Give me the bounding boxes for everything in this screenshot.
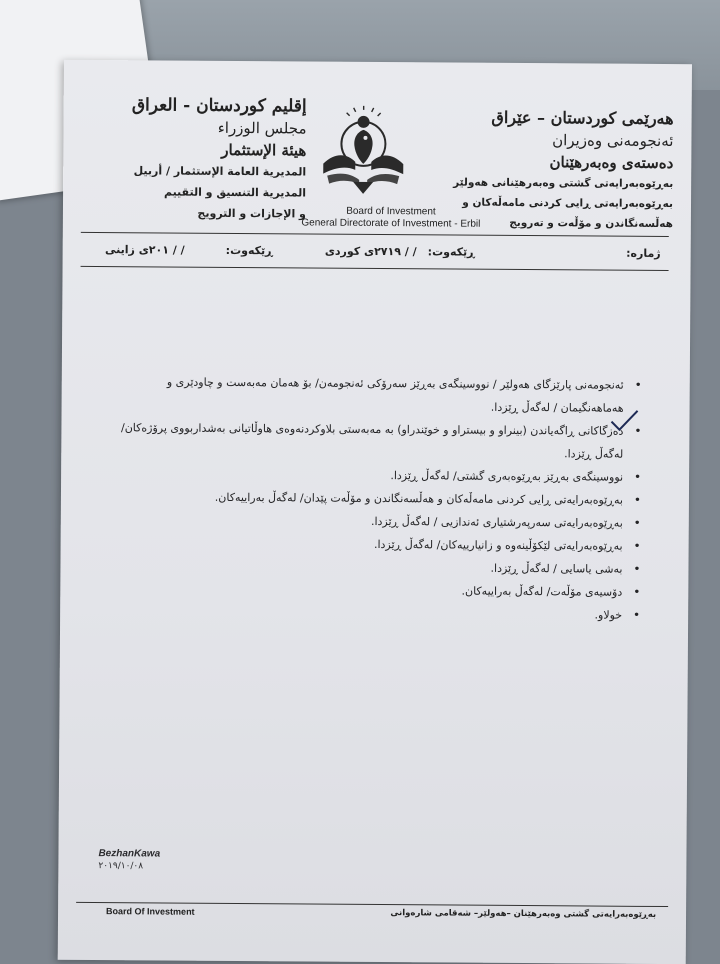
kurdish-council-name: ئەنجومەنی وەزیران [443, 128, 673, 152]
list-item: • دۆسیەی مۆڵەت/ لەگەڵ بەراییەکان. [100, 577, 640, 604]
list-item: • ئەنجومەنی پارێزگای هەولێر / نووسینگەی بەڕێز سەرۆکی ئەنجومەن/ بۆ هەمان مەبەست و چاودێری و هەماهەنگیمان / لەگەڵ ڕێزدا. [102, 370, 642, 420]
arabic-directorate-name: المديرية العامة الإستثمار / أربيل [91, 160, 306, 183]
kurdish-date-value: / / ٢٧١٩ی کوردی [325, 245, 417, 259]
kurdish-board-name: دەستەی وەبەرهێنان [443, 150, 673, 174]
arabic-board-name: هيئة الإستثمار [91, 138, 306, 162]
list-item: • بەڕێوەبەرایەتی ڕایی کردنی مامەڵەکان و هەڵسەنگاندن و مۆڵەت پێدان/ لەگەڵ بەراییەکان. [101, 485, 641, 512]
arabic-council-name: مجلس الوزراء [91, 116, 306, 140]
number-label: ژمارە: [626, 247, 661, 260]
kurdish-directorate-name: بەڕێوەبەرایەتی گشتی وەبەرهێنانی هەولێر [443, 172, 673, 194]
gregorian-date-value: / / ٢٠١ی زاینی [105, 243, 185, 257]
signature-date: ٢٠١٩/١٠/٠٨ [98, 860, 160, 872]
kurdish-date-label: ڕێکەوت: [428, 245, 475, 258]
footer-address: بەڕێوەبەرایەتی گشتی وەبەرهێنان –هەولێر– شەقامی شارەوانی [390, 908, 656, 920]
kurdish-subdirectorate-name: بەڕێوەبەرایەتی ڕایی کردنی مامەڵەکان و [443, 192, 673, 214]
list-item: • نووسینگەی بەڕێز بەڕێوەبەری گشتی/ لەگەڵ ڕێزدا. [101, 462, 641, 489]
arabic-subdirectorate-name: المديرية التنسيق و التقييم [91, 181, 306, 204]
distribution-list [100, 370, 642, 627]
english-directorate-name: General Directorate of Investment - Erbil [241, 217, 541, 231]
english-board-name: Board of Investment [241, 205, 541, 219]
gregorian-date-label: ڕێکەوت: [226, 244, 273, 257]
list-item: • بەشی یاسایی / لەگەڵ ڕێزدا. [100, 554, 640, 581]
arabic-region-name: إقليم كوردستان - العراق [92, 94, 307, 118]
list-item: • دەزگاکانی ڕاگەیاندن (بینراو و بیستراو و خوێندراو) بە مەبەستی بلاوکردنەوەی هاوڵاتیانی بەشداربووی پرۆژەکان/ لەگەڵ ڕێزدا. [101, 416, 641, 466]
signature-name: BezhanKawa [98, 848, 160, 860]
english-letterhead [241, 205, 541, 231]
signature-block [98, 848, 160, 872]
footer-board-name: Board Of Investment [106, 906, 195, 917]
kurdish-region-name: هەرێمی کوردستان – عێراق [444, 106, 674, 130]
list-item: • بەڕێوەبەرایەتی سەرپەرشتیاری ئەندازیی / لەگەڵ ڕێزدا. [101, 508, 641, 535]
list-item: • خولاو. [100, 600, 640, 627]
reference-row [85, 240, 665, 268]
kurdistan-eagle-emblem-icon [313, 102, 414, 199]
handwritten-check-mark-icon [609, 408, 639, 434]
list-item: • بەڕێوەبەرایەتی لێکۆڵینەوە و زانیارییەکان/ لەگەڵ ڕێزدا. [101, 531, 641, 558]
kurdish-subdirectorate-name-2: هەڵسەنگاندن و مۆڵەت و تەرویج [443, 212, 673, 234]
arabic-subdirectorate-name-2: و الإجازات و الترويج [91, 202, 306, 225]
letter-document [58, 60, 692, 964]
